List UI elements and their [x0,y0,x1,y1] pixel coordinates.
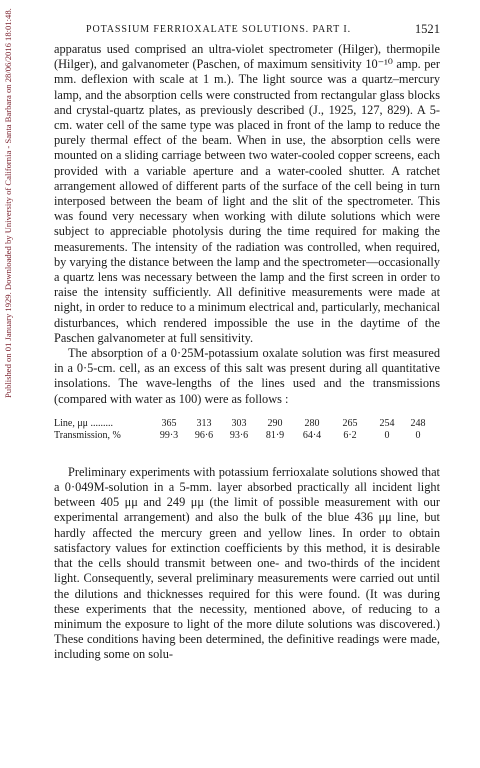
download-provenance-stamp: Published on 01 January 1929. Downloaded by University of California - Santa Barbara on 28/06/2016 18:01:48. [3,8,13,398]
line-cell: 254 [379,417,395,429]
line-cell: 265 [342,417,358,429]
transmission-cell: 99·3 [159,429,179,441]
transmission-cell: 6·2 [343,429,357,441]
transmission-cell: 93·6 [229,429,249,441]
line-cell: 303 [231,417,247,429]
page-number: 1521 [414,22,440,36]
row-label-line: Line, μμ ......... [54,417,114,429]
line-cell: 365 [161,417,177,429]
line-cell: 280 [304,417,320,429]
paragraph-apparatus: apparatus used comprised an ultra-violet spectrometer (Hilger), thermopile (Hilger), and galvanometer (Paschen, of maximum sensitivity 10⁻¹⁰ amp. per mm. deflexion with scale at 1 m.). The light source was a quartz–mercury lamp, and the absorption cells were constructed from rectangular glass blocks and crystal-quartz plates, as previously described (J., 1925, 127, 829). A 5-cm. water cell of the same type was placed in front of the lamp to reduce the purely thermal effect of the beam. When in use, the absorption cells were mounted on a sliding carriage between two water-cooled copper screens, each provided with a variable aperture and a water-cooled shutter. A ratchet arrangement allowed of different parts of the surface of the cell being in turn interposed between the beam of light and the slit of the spectrometer. This was found very necessary when working with dilute solutions which were subject to appreciable photolysis during the time required for making the measurements. The intensity of the radiation was controlled, when required, by varying the distance between the lamp and the spectrometer—occasionally a quartz lens was necessary between the lamp and the first screen in order to raise the intensity sufficiently. All definitive measurements were made at night, in order to reduce to a minimum electrical and, particularly, mechanical disturbances, which rendered impossible the use in the daytime of the Paschen galvanometer at full sensitivity. [54,42,440,345]
paragraph-preliminary-experiments: Preliminary experiments with potassium ferrioxalate solutions showed that a 0·049M-solution in a 5-mm. layer absorbed practically all incident light between 405 μμ and 249 μμ (the limit of possible measurement with our experimental arrangement) and also the bulk of the blue 436 μμ line, but hardly affected the mercury green and yellow lines. In order to obtain satisfactory values for extinction coefficients by this method, it is desirable that the cells should transmit between one- and two-thirds of the incident light. Consequently, several preliminary measurements were carried out until the dilutions and thicknesses required for this were found. (It was during these experiments that the necessity, mentioned above, of reducing to a minimum the exposure to light of the more dilute solutions was discovered.) These conditions having been determined, the definitive readings were made, including some on solu- [54,464,440,662]
running-header [86,22,440,38]
table-row-transmission [54,430,440,442]
running-title: POTASSIUM FERRIOXALATE SOLUTIONS. PART I. [86,24,351,35]
transmission-cell: 0 [415,429,421,441]
line-cell: 248 [410,417,426,429]
paragraph-oxalate-absorption: The absorption of a 0·25M-potassium oxalate solution was first measured in a 0·5-cm. cell, as an excess of this salt was present during all quantitative insolations. The wave-lengths of the lines used and the transmissions (compared with water as 100) were as follows : [54,346,440,406]
row-label-transmission: Transmission, % [54,429,121,441]
transmission-cell: 81·9 [265,429,285,441]
transmission-cell: 64·4 [302,429,322,441]
transmission-table [54,418,440,442]
body-column [54,42,440,663]
line-cell: 290 [267,417,283,429]
transmission-cell: 96·6 [194,429,214,441]
transmission-cell: 0 [384,429,390,441]
line-cell: 313 [196,417,212,429]
table-row-lines [54,418,440,430]
